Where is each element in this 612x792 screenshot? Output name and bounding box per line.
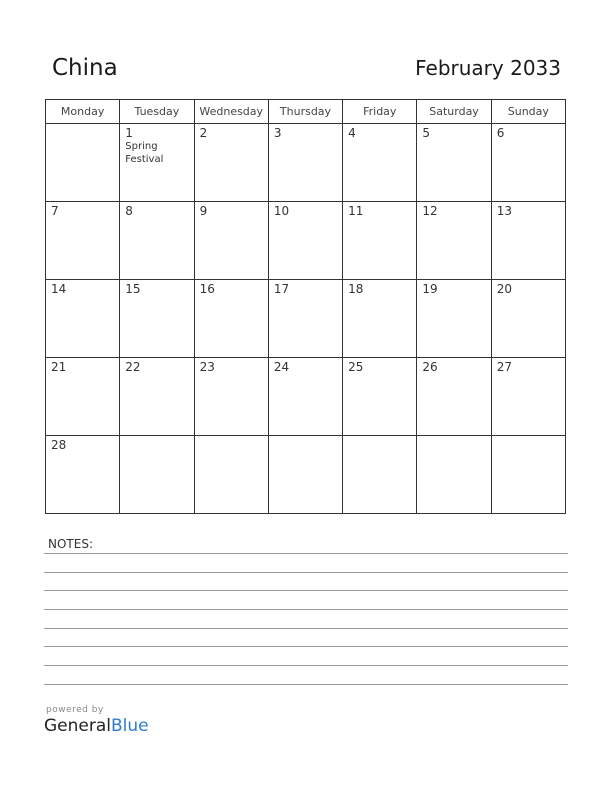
calendar-day-cell: [343, 280, 417, 358]
weekday-saturday: Saturday: [417, 100, 491, 124]
day-number: 5: [422, 126, 431, 140]
day-number: 26: [422, 360, 438, 374]
day-number: 1: [125, 126, 133, 140]
weekday-thursday: Thursday: [268, 100, 342, 124]
weekday-monday: Monday: [46, 100, 120, 124]
calendar-day-cell: [268, 124, 342, 202]
calendar-day-cell: [194, 358, 268, 436]
day-number: 7: [51, 204, 59, 218]
day-number: 16: [199, 282, 215, 296]
page-title-month: February 2033: [415, 56, 561, 80]
calendar-day-cell: [268, 202, 342, 280]
day-number: 24: [273, 360, 290, 374]
notes-line: [44, 590, 568, 591]
calendar-day-cell: [491, 202, 565, 280]
calendar-day-cell: [46, 202, 120, 280]
calendar-day-cell: [417, 280, 491, 358]
notes-line: [44, 553, 568, 554]
calendar-day-cell: [268, 436, 342, 514]
calendar-day-cell: [417, 358, 491, 436]
calendar-day-cell: [194, 124, 268, 202]
day-number: 12: [422, 204, 438, 218]
weekday-wednesday: Wednesday: [194, 100, 268, 124]
powered-by-text: powered by: [46, 705, 104, 715]
day-number: 8: [125, 204, 133, 218]
calendar-day-cell: [120, 202, 194, 280]
day-number: 23: [199, 360, 215, 374]
day-number: 2: [199, 126, 208, 140]
calendar-grid: [45, 99, 566, 514]
notes-line: [44, 609, 568, 610]
calendar-day-cell: [46, 280, 120, 358]
day-number: 27: [496, 360, 512, 374]
page-title-country: China: [52, 55, 118, 81]
calendar-day-cell: [194, 202, 268, 280]
day-number: 25: [348, 360, 364, 374]
brand-general: General: [44, 716, 111, 736]
calendar-week-row: [46, 358, 566, 436]
weekday-friday: Friday: [343, 100, 417, 124]
day-number: 15: [125, 282, 141, 296]
day-number: 17: [273, 282, 290, 296]
day-number: 4: [348, 126, 356, 140]
calendar-week-row: [46, 202, 566, 280]
day-number: 28: [51, 438, 67, 452]
calendar-day-cell: [46, 124, 120, 202]
day-number: 14: [51, 282, 67, 296]
calendar-day-cell: [120, 124, 194, 202]
day-number: 20: [496, 282, 512, 296]
calendar-day-cell: [417, 436, 491, 514]
day-number: 18: [348, 282, 364, 296]
weekday-tuesday: Tuesday: [120, 100, 194, 124]
calendar-day-cell: [268, 280, 342, 358]
calendar-week-row: [46, 124, 566, 202]
calendar-day-cell: [343, 202, 417, 280]
calendar-day-cell: [343, 358, 417, 436]
day-number: 21: [51, 360, 67, 374]
notes-line: [44, 665, 568, 666]
notes-line: [44, 684, 568, 685]
day-number: 13: [496, 204, 512, 218]
calendar-day-cell: [491, 436, 565, 514]
calendar-day-cell: [120, 436, 194, 514]
calendar-day-cell: [491, 280, 565, 358]
day-number: 6: [496, 126, 505, 140]
day-number: 10: [273, 204, 290, 218]
calendar-day-cell: [491, 124, 565, 202]
holiday-label: Spring Festival: [125, 141, 164, 165]
brand-blue: Blue: [111, 716, 149, 736]
calendar-day-cell: [46, 358, 120, 436]
calendar-day-cell: [343, 436, 417, 514]
day-number: 11: [348, 204, 364, 218]
weekday-sunday: Sunday: [491, 100, 565, 124]
calendar-week-row: [46, 436, 566, 514]
calendar-day-cell: [268, 358, 342, 436]
notes-line: [44, 646, 568, 647]
day-number: 19: [422, 282, 438, 296]
calendar-day-cell: [120, 280, 194, 358]
calendar-day-cell: [343, 124, 417, 202]
brand-logo: [44, 716, 149, 736]
calendar-day-cell: [194, 280, 268, 358]
calendar-day-cell: [194, 436, 268, 514]
day-number: 22: [125, 360, 141, 374]
calendar-body: [46, 124, 566, 514]
day-number: 9: [199, 204, 208, 218]
calendar-day-cell: [417, 124, 491, 202]
notes-label: NOTES:: [48, 537, 93, 551]
calendar-day-cell: [46, 436, 120, 514]
notes-line: [44, 572, 568, 573]
calendar-week-row: [46, 280, 566, 358]
calendar-day-cell: [491, 358, 565, 436]
notes-line: [44, 628, 568, 629]
calendar-day-cell: [417, 202, 491, 280]
day-number: 3: [273, 126, 282, 140]
calendar-day-cell: [120, 358, 194, 436]
weekday-header-row: [46, 100, 566, 124]
